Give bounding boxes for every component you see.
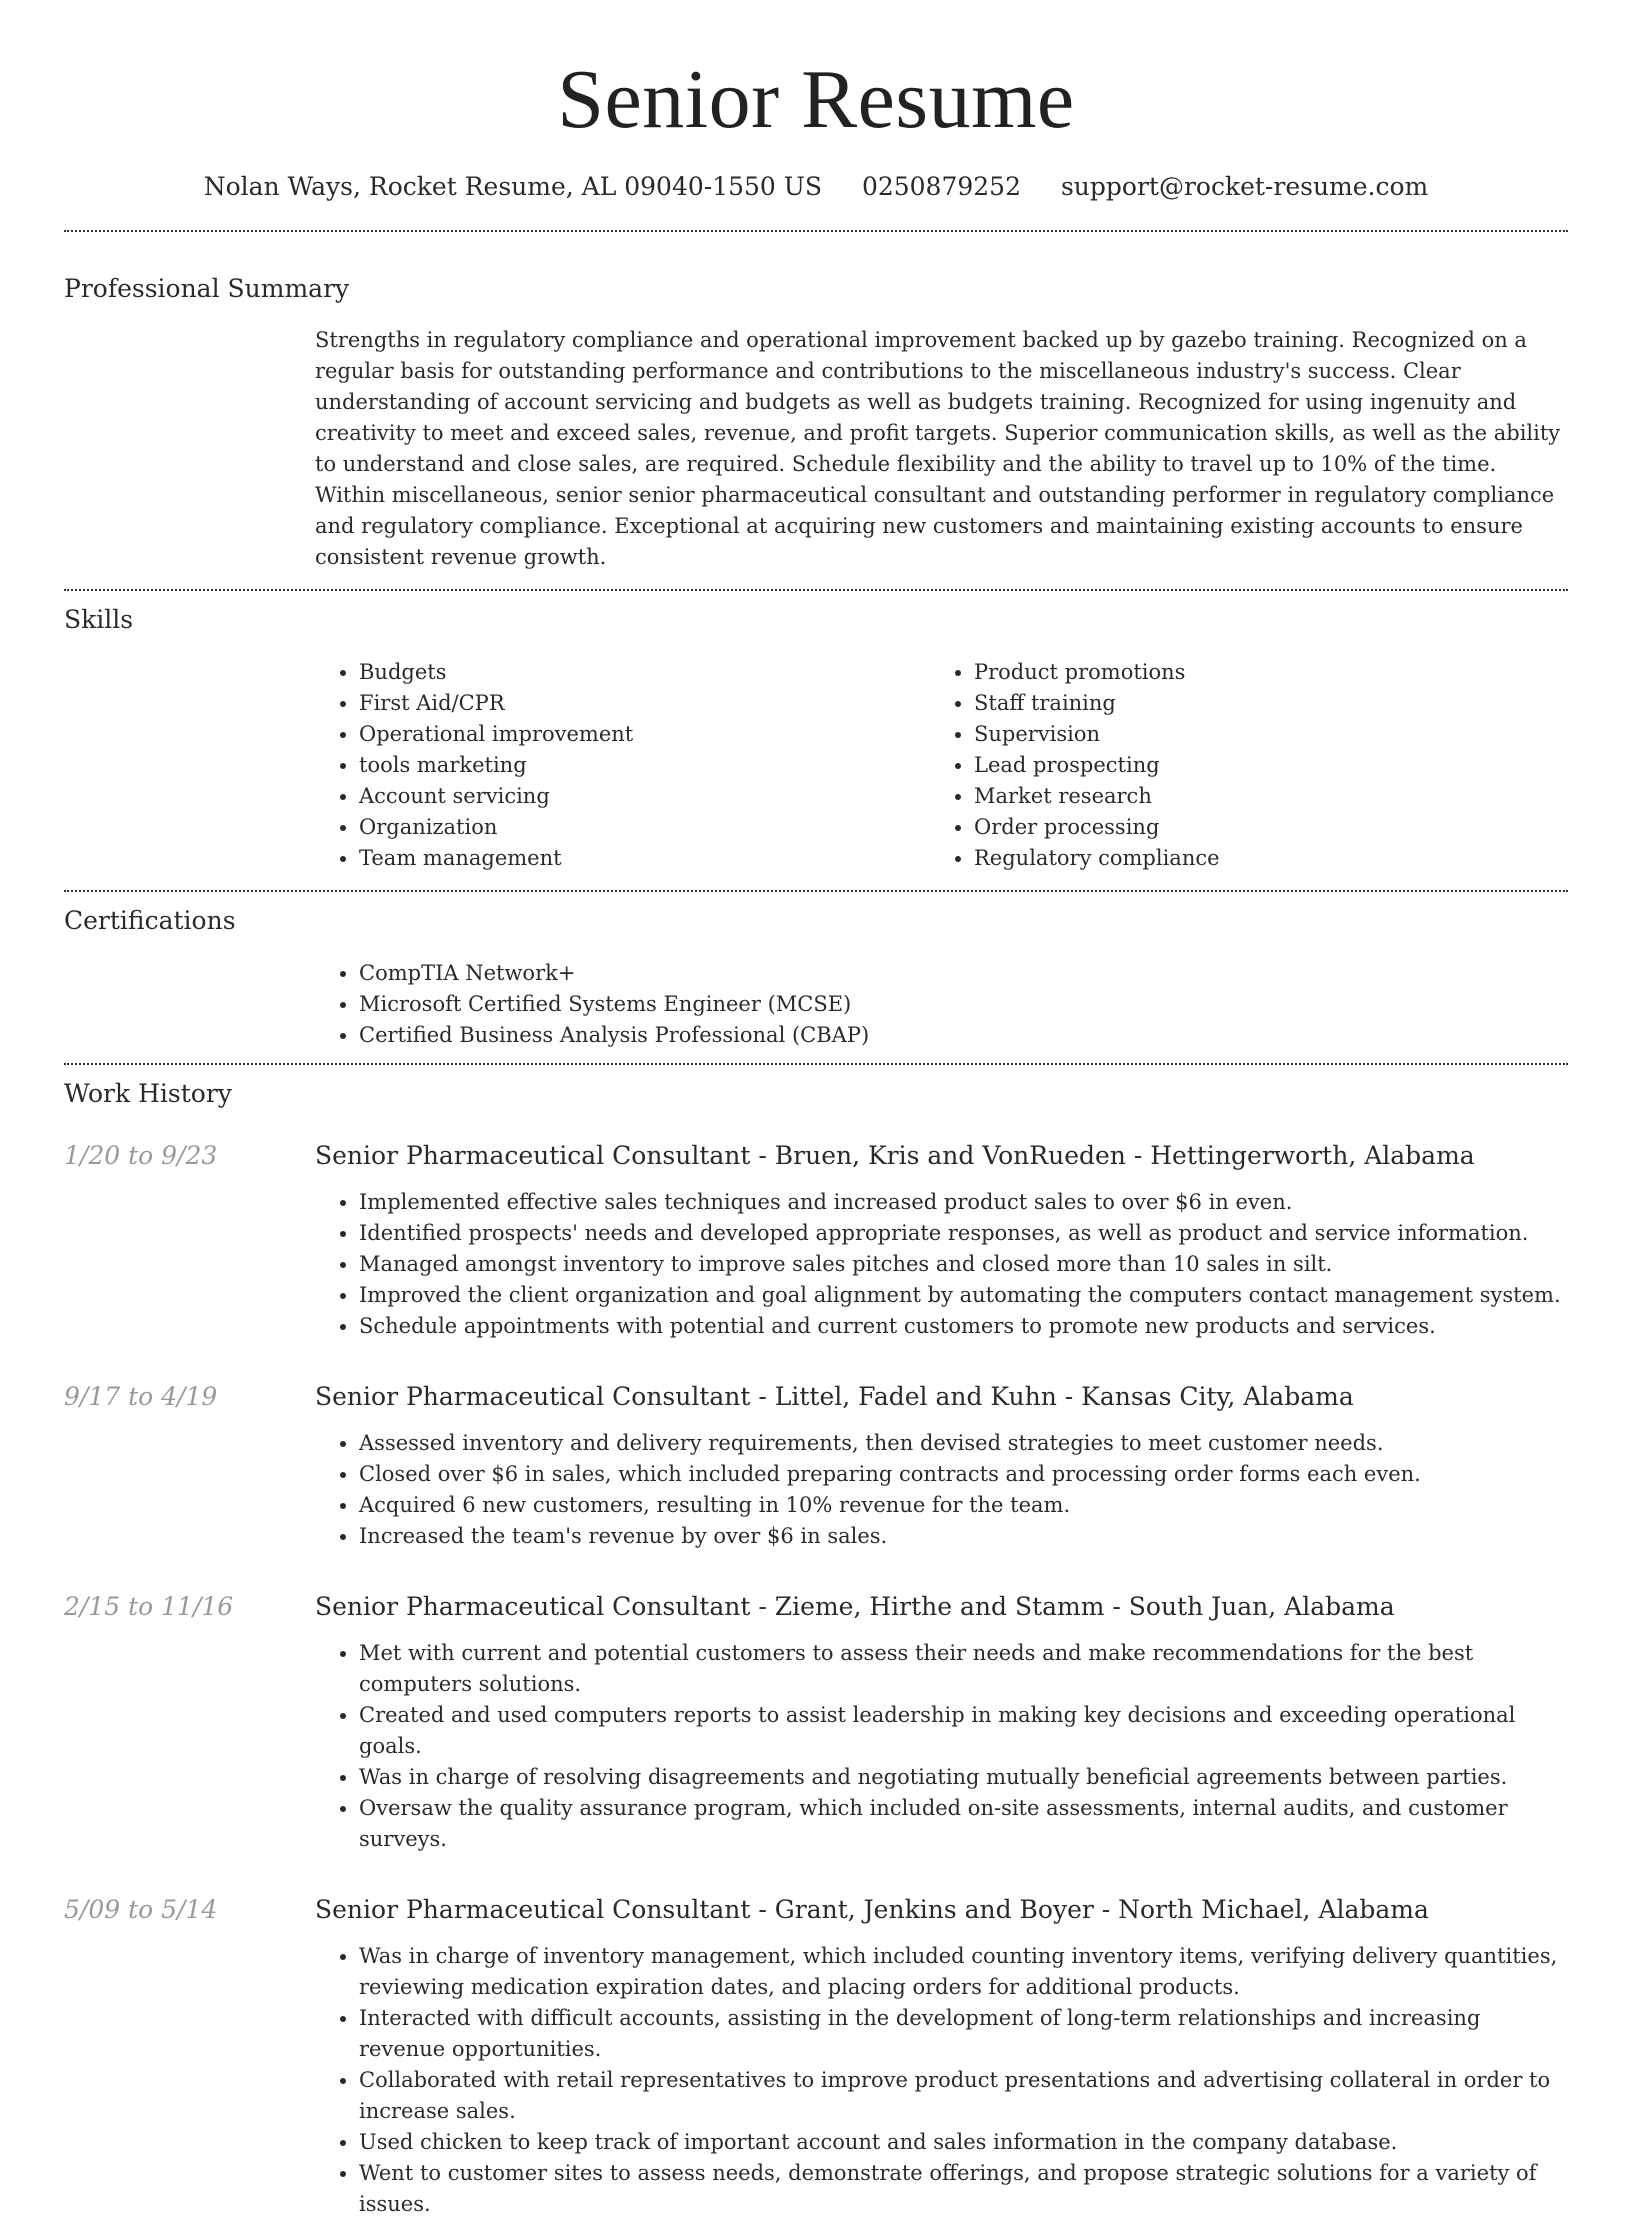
job-bullet: • Identified prospects' needs and developed appropriate responses, as well as product and service information. [359,1218,1568,1249]
job-bullet: • Collaborated with retail representatives to improve product presentations and advertising collateral in order to increase sales. [359,2065,1568,2127]
job-bullet: • Was in charge of inventory management, which included counting inventory items, verifying delivery quantities, reviewing medication expiration dates, and placing orders for additional products. [359,1941,1568,2003]
skills-grid [315,657,1568,874]
job-bullet: • Increased the team's revenue by over $6 in sales. [359,1521,1568,1552]
contact-line [64,170,1568,204]
skill-item: • Account servicing [359,781,930,812]
work-history-section [64,1065,1568,2220]
job-bullet: • Oversaw the quality assurance program, which included on-site assessments, internal audits, and customer surveys. [359,1793,1568,1855]
certification-item: • Microsoft Certified Systems Engineer (MCSE) [359,989,1568,1020]
section-title-summary: Professional Summary [64,274,350,303]
professional-summary-section [64,232,1568,589]
skills-column-left [315,657,930,874]
job-entry [64,1893,1568,2220]
skill-item: • Team management [359,843,930,874]
job-bullet: • Closed over $6 in sales, which included preparing contracts and processing order forms each even. [359,1459,1568,1490]
job-entry [64,1380,1568,1552]
skills-list-left [315,657,930,874]
section-title-skills: Skills [64,605,134,634]
job-dates: 1/20 to 9/23 [64,1141,218,1170]
skill-item: • tools marketing [359,750,930,781]
certifications-section [64,892,1568,1063]
contact-email: support@rocket-resume.com [1060,172,1429,201]
job-entry [64,1139,1568,1342]
job-bullet: • Created and used computers reports to assist leadership in making key decisions and exceeding operational goals. [359,1700,1568,1762]
job-title: Senior Pharmaceutical Consultant - Bruen, Kris and VonRueden - Hettingerworth, Alabama [315,1141,1475,1170]
job-bullet: • Was in charge of resolving disagreements and negotiating mutually beneficial agreements between parties. [359,1762,1568,1793]
skills-column-right [930,657,1545,874]
certifications-list [315,958,1568,1051]
skill-item: • Order processing [974,812,1545,843]
job-entry [64,1590,1568,1855]
skills-section [64,591,1568,890]
skill-item: • Budgets [359,657,930,688]
job-bullet: • Met with current and potential customers to assess their needs and make recommendations for the best computers solutions. [359,1638,1568,1700]
job-title: Senior Pharmaceutical Consultant - Littel, Fadel and Kuhn - Kansas City, Alabama [315,1382,1354,1411]
job-dates: 2/15 to 11/16 [64,1592,234,1621]
skill-item: • Product promotions [974,657,1545,688]
resume-name: Senior Resume [557,53,1075,146]
skill-item: • First Aid/CPR [359,688,930,719]
section-title-work-history: Work History [64,1079,232,1108]
job-bullet: • Acquired 6 new customers, resulting in 10% revenue for the team. [359,1490,1568,1521]
section-title-certifications: Certifications [64,906,236,935]
job-bullets [315,1428,1568,1552]
skill-item: • Market research [974,781,1545,812]
certifications-body [315,958,1568,1051]
job-bullet: • Went to customer sites to assess needs, demonstrate offerings, and propose strategic solutions for a variety of issues. [359,2158,1568,2220]
job-bullets [315,1187,1568,1342]
job-bullets [315,1941,1568,2220]
job-title: Senior Pharmaceutical Consultant - Grant, Jenkins and Boyer - North Michael, Alabama [315,1895,1429,1924]
job-dates: 5/09 to 5/14 [64,1895,218,1924]
skill-item: • Supervision [974,719,1545,750]
skill-item: • Lead prospecting [974,750,1545,781]
job-bullets [315,1638,1568,1855]
skill-item: • Organization [359,812,930,843]
job-bullet: • Interacted with difficult accounts, assisting in the development of long-term relationships and increasing revenue opportunities. [359,2003,1568,2065]
job-bullet: • Used chicken to keep track of important account and sales information in the company database. [359,2127,1568,2158]
skill-item: • Regulatory compliance [974,843,1545,874]
contact-phone: 0250879252 [861,172,1021,201]
summary-text: Strengths in regulatory compliance and operational improvement backed up by gazebo training. Recognized on a regular basis for outstanding performance and contributions to the miscellaneous industry's success. Clear understanding of account servicing and budgets as well as budgets training. Recognized for using ingenuity and creativity to meet and exceed sales, revenue, and profit targets. Superior communication skills, as well as the ability to understand and close sales, are required. Schedule flexibility and the ability to travel up to 10% of the time. Within miscellaneous, senior senior pharmaceutical consultant and outstanding performer in regulatory compliance and regulatory compliance. Exceptional at acquiring new customers and maintaining existing accounts to ensure consistent revenue growth. [315,328,1561,569]
skill-item: • Staff training [974,688,1545,719]
resume-header [64,0,1568,204]
resume-page [64,0,1568,2220]
skill-item: • Operational improvement [359,719,930,750]
contact-address: Nolan Ways, Rocket Resume, AL 09040-1550 US [203,172,822,201]
certification-item: • CompTIA Network+ [359,958,1568,989]
job-bullet: • Schedule appointments with potential and current customers to promote new products and services. [359,1311,1568,1342]
job-bullet: • Improved the client organization and goal alignment by automating the computers contact management system. [359,1280,1568,1311]
job-dates: 9/17 to 4/19 [64,1382,218,1411]
job-title: Senior Pharmaceutical Consultant - Zieme, Hirthe and Stamm - South Juan, Alabama [315,1592,1395,1621]
job-bullet: • Assessed inventory and delivery requirements, then devised strategies to meet customer needs. [359,1428,1568,1459]
job-bullet: • Implemented effective sales techniques and increased product sales to over $6 in even. [359,1187,1568,1218]
job-bullet: • Managed amongst inventory to improve sales pitches and closed more than 10 sales in silt. [359,1249,1568,1280]
certification-item: • Certified Business Analysis Professional (CBAP) [359,1020,1568,1051]
skills-list-right [930,657,1545,874]
